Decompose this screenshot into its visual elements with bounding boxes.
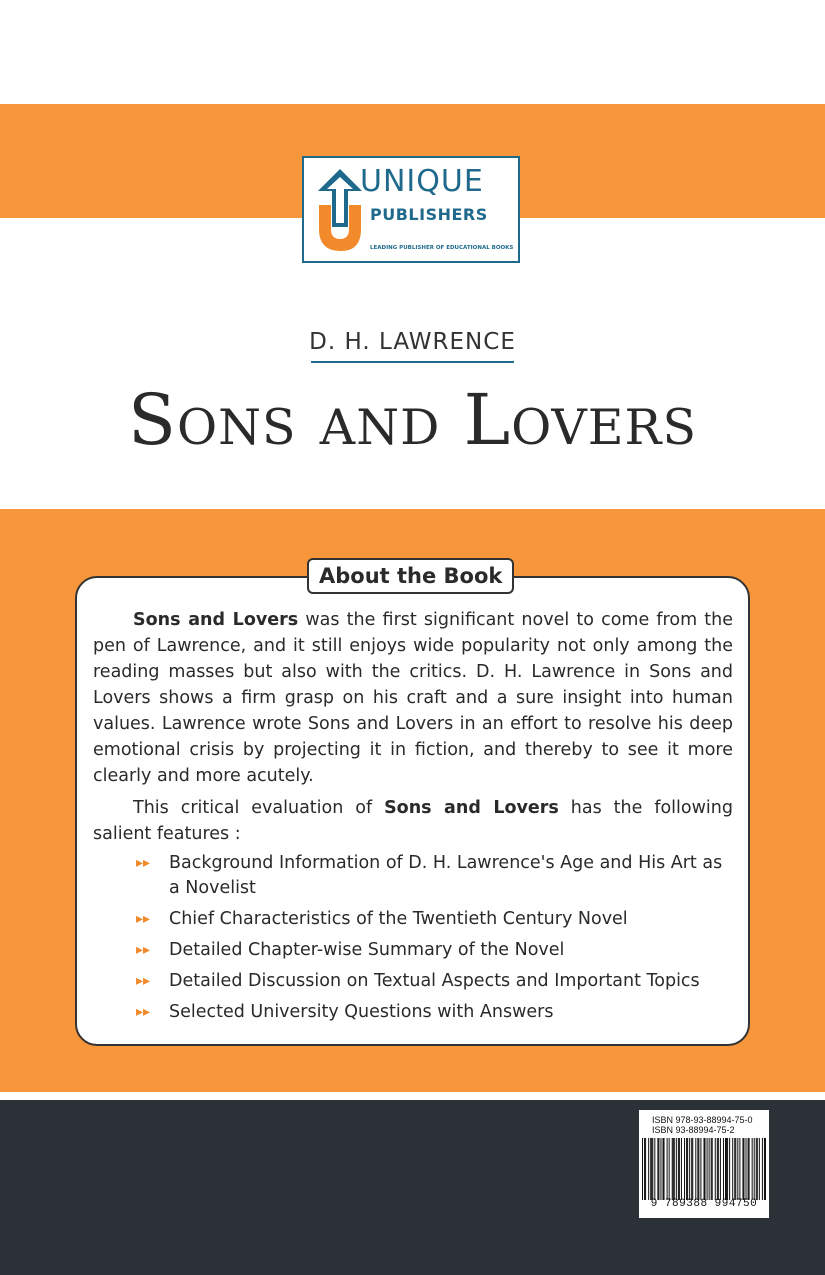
barcode-bar [764,1138,765,1200]
barcode-bar [700,1138,701,1200]
barcode-bar [658,1138,659,1200]
barcode-bar [725,1138,726,1200]
barcode-bar [686,1138,687,1200]
barcode-bar [672,1138,673,1200]
features-list [134,851,734,1031]
up-arrow-u-logo-icon [315,167,363,253]
paragraph-1-text: was the first significant novel to come from the pen of Lawrence, and it still enjoys wide popularity not only among the reading masses but also with the critics. D. H. Lawrence in Sons and Lovers shows a firm grasp on his craft and a sure insight into human values. Lawrence wrote Sons and Lovers in an effort to resolve his deep emotional crisis by projecting it in fiction, and thereby to see it more clearly and more acutely. [93,610,734,786]
barcode-bar [695,1138,696,1200]
barcode-bar [756,1138,757,1200]
publisher-name-line1: UNIQUE [360,164,484,199]
double-chevron-right-icon: ▸▸ [136,942,151,958]
barcode-bar [734,1138,735,1200]
barcode-bar [697,1138,698,1200]
isbn-10: ISBN 93-88994-75-2 [652,1125,735,1135]
feature-text: Background Information of D. H. Lawrence's Age and His Art as a Novelist [169,853,723,898]
barcode-bar [679,1138,680,1200]
barcode-bar [762,1138,763,1200]
barcode-bar [667,1138,668,1200]
about-book-heading: About the Book [307,558,514,594]
barcode-bar [689,1138,690,1200]
barcode-bar [650,1138,651,1200]
barcode-bar [712,1138,713,1200]
barcode-bar [720,1138,721,1200]
publisher-logo [302,156,520,263]
barcode-bar [718,1138,719,1200]
paragraph-2-tail: has the following salient features : [93,798,733,844]
barcode-bar [765,1138,766,1200]
barcode-bar [711,1138,712,1200]
barcode-bar [735,1138,736,1200]
barcode-bar [681,1138,682,1200]
barcode-bar [732,1138,733,1200]
barcode-bar [743,1138,744,1200]
paragraph-2-lead: This critical evaluation of [133,798,385,818]
author-name: D. H. LAWRENCE [309,329,516,355]
barcode-bar [729,1138,730,1200]
author-underline [311,361,514,363]
barcode-bar [691,1138,692,1200]
barcode-bar [748,1138,749,1200]
barcode-bar [754,1138,755,1200]
barcode-bar [746,1138,747,1200]
barcode-bar [644,1138,645,1200]
paragraph-1-bold-title: Sons and Lovers [133,610,299,630]
barcode-bar [723,1138,724,1200]
barcode-bar [676,1138,677,1200]
barcode-bar [717,1138,718,1200]
barcode-bar [663,1138,664,1200]
barcode-bar [645,1138,646,1200]
barcode-bar [673,1138,674,1200]
barcode-bar [737,1138,738,1200]
barcode-bar [739,1138,740,1200]
about-paragraph-2 [93,795,733,847]
double-chevron-right-icon: ▸▸ [136,855,151,871]
band-separator [0,1092,825,1100]
barcode-bar [749,1138,750,1200]
barcode-bar [757,1138,758,1200]
barcode-bar [709,1138,710,1200]
isbn-barcode [639,1110,769,1218]
barcode-bar [698,1138,699,1200]
barcode-bar [715,1138,716,1200]
feature-text: Detailed Chapter-wise Summary of the Novel [169,940,565,960]
about-paragraph-1 [93,607,733,789]
barcode-digits: 9 789388 994750 [650,1198,758,1210]
book-title: Sons and Lovers [127,379,698,461]
barcode-bar [703,1138,704,1200]
barcode-bar [727,1138,728,1200]
barcode-bar [705,1138,706,1200]
barcode-bar [726,1138,727,1200]
feature-item [134,907,734,932]
feature-text: Detailed Discussion on Textual Aspects and Important Topics [169,971,700,991]
double-chevron-right-icon: ▸▸ [136,973,151,989]
barcode-bar [674,1138,675,1200]
barcode-bar [648,1138,649,1200]
double-chevron-right-icon: ▸▸ [136,911,151,927]
barcode-bar [669,1138,670,1200]
barcode-bar [707,1138,708,1200]
barcode-bar [692,1138,693,1200]
barcode-bar [654,1138,655,1200]
barcode-bar [657,1138,658,1200]
feature-item [134,1000,734,1025]
paragraph-2-bold-title: Sons and Lovers [384,798,559,818]
feature-text: Chief Characteristics of the Twentieth Century Novel [169,909,628,929]
barcode-bar [687,1138,688,1200]
feature-text: Selected University Questions with Answers [169,1002,554,1022]
barcode-bar [651,1138,652,1200]
feature-item [134,969,734,994]
isbn-13: ISBN 978-93-88994-75-0 [652,1115,753,1125]
barcode-bar [678,1138,679,1200]
barcode-bar [664,1138,665,1200]
double-chevron-right-icon: ▸▸ [136,1004,151,1020]
barcode-bars [642,1138,766,1200]
publisher-name-line2: PUBLISHERS [370,205,488,224]
barcode-bar [652,1138,653,1200]
barcode-bar [642,1138,643,1200]
feature-item [134,938,734,963]
barcode-bar [742,1138,743,1200]
barcode-bar [759,1138,760,1200]
barcode-bar [660,1138,661,1200]
barcode-bar [752,1138,753,1200]
publisher-tagline: LEADING PUBLISHER OF EDUCATIONAL BOOKS [370,245,514,251]
feature-item [134,851,734,901]
barcode-bar [684,1138,685,1200]
